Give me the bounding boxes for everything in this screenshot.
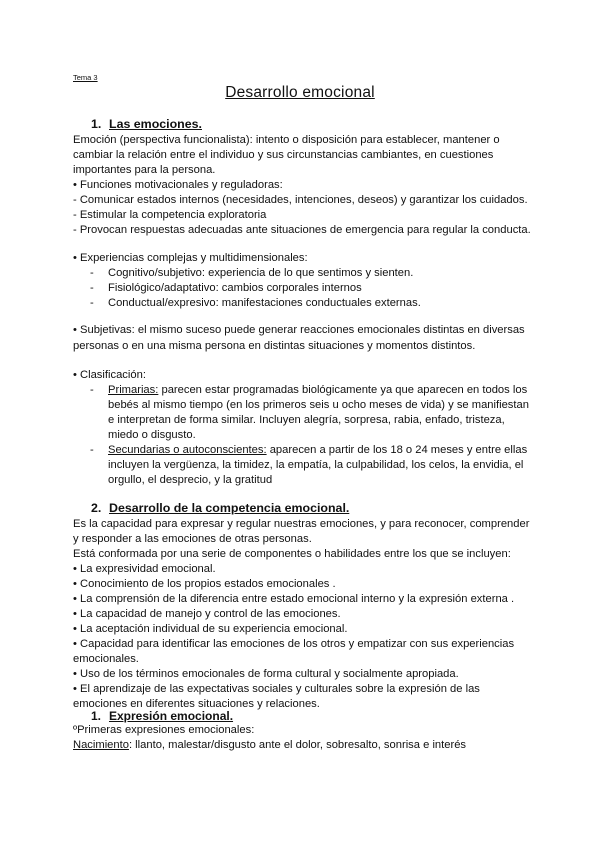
secondary-text: aparecen a partir de los 18 o 24 meses y entre ellas xyxy=(266,444,528,456)
list-item: • Capacidad para identificar las emociones de los otros y empatizar con sus experiencias xyxy=(73,638,515,650)
dash-bullet: - xyxy=(90,297,94,309)
paragraph-line: cambiar la relación entre el individuo y sus circunstancias cambiantes, en cuestiones xyxy=(73,149,494,161)
paragraph-line: y responder a las emociones de otras personas. xyxy=(73,533,312,545)
subsection-1-title: Expresión emocional. xyxy=(109,709,234,723)
paragraph-line: Emoción (perspectiva funcionalista): intento o disposición para establecer, mantener o xyxy=(73,134,500,146)
paragraph-line: ºPrimeras expresiones emocionales: xyxy=(73,724,255,736)
dash-bullet: - xyxy=(90,444,94,456)
list-item-text: e interpretan de forma similar. Incluyen alegría, sorpresa, rabia, enfado, tristeza, xyxy=(108,414,505,426)
list-item: • La aceptación individual de su experiencia emocional. xyxy=(73,623,348,635)
paragraph-line: Es la capacidad para expresar y regular nuestras emociones, y para reconocer, comprender xyxy=(73,518,530,530)
section-2-number: 2. xyxy=(91,501,102,515)
section-2-title: Desarrollo de la competencia emocional. xyxy=(109,501,350,515)
list-item-text xyxy=(108,443,527,458)
list-item: • La expresividad emocional. xyxy=(73,563,216,575)
birth-text: : llanto, malestar/disgusto ante el dolor, sobresalto, sonrisa e interés xyxy=(128,739,467,751)
topic-label: Tema 3 xyxy=(73,73,98,82)
secondary-label: Secundarias o autoconscientes: xyxy=(108,444,267,456)
list-item-text: Cognitivo/subjetivo: experiencia de lo que sentimos y sienten. xyxy=(108,267,414,279)
list-item-text xyxy=(108,383,527,398)
list-item: • Experiencias complejas y multidimensionales: xyxy=(73,252,308,264)
list-item-text: incluyen la vergüenza, la timidez, la empatía, la culpabilidad, los celos, la envidia, el xyxy=(108,459,524,471)
list-item: • Clasificación: xyxy=(73,369,146,381)
dash-bullet: - xyxy=(90,267,94,279)
subsection-1-number: 1. xyxy=(91,709,102,723)
list-item-text: bebés al mismo tiempo (en los primeros seis u ocho meses de vida) y se manifiestan xyxy=(108,399,529,411)
list-item: • La comprensión de la diferencia entre estado emocional interno y la expresión externa . xyxy=(73,593,515,605)
list-item-text: miedo o disgusto. xyxy=(108,429,196,441)
dash-bullet: - xyxy=(90,384,94,396)
section-1-title: Las emociones. xyxy=(109,117,202,131)
list-item-continuation: emociones en diferentes situaciones y relaciones. xyxy=(73,698,320,710)
section-1-number: 1. xyxy=(91,117,102,131)
list-item-continuation: emocionales. xyxy=(73,653,139,665)
paragraph-line: importantes para la persona. xyxy=(73,164,216,176)
birth-label: Nacimiento xyxy=(73,739,129,751)
list-item: • Funciones motivacionales y reguladoras: xyxy=(73,179,283,191)
list-item: - Comunicar estados internos (necesidades, intenciones, deseos) y garantizar los cuidados. xyxy=(73,194,528,206)
list-item-text: orgullo, el desprecio, y la gratitud xyxy=(108,474,273,486)
paragraph-line: Está conformada por una serie de componentes o habilidades entre los que se incluyen: xyxy=(73,548,511,560)
list-item: • Conocimiento de los propios estados emocionales . xyxy=(73,578,336,590)
primary-text: parecen estar programadas biológicamente ya que aparecen en todos los xyxy=(158,384,528,396)
dash-bullet: - xyxy=(90,282,94,294)
primary-label: Primarias: xyxy=(108,384,159,396)
document-title: Desarrollo emocional xyxy=(225,84,375,101)
list-item: - Provocan respuestas adecuadas ante situaciones de emergencia para regular la conducta. xyxy=(73,224,531,236)
paragraph-line: personas o en una misma persona en distintas situaciones y momentos distintos. xyxy=(73,340,476,352)
paragraph-line: • Subjetivas: el mismo suceso puede generar reacciones emocionales distintas en diversas xyxy=(73,324,525,336)
list-item: • Uso de los términos emocionales de forma cultural y socialmente apropiada. xyxy=(73,668,459,680)
list-item: • La capacidad de manejo y control de las emociones. xyxy=(73,608,341,620)
list-item-text: Conductual/expresivo: manifestaciones conductuales externas. xyxy=(108,297,421,309)
paragraph-line xyxy=(73,738,466,753)
list-item: • El aprendizaje de las expectativas sociales y culturales sobre la expresión de las xyxy=(73,683,480,695)
list-item: - Estimular la competencia exploratoria xyxy=(73,209,267,221)
list-item-text: Fisiológico/adaptativo: cambios corporales internos xyxy=(108,282,362,294)
